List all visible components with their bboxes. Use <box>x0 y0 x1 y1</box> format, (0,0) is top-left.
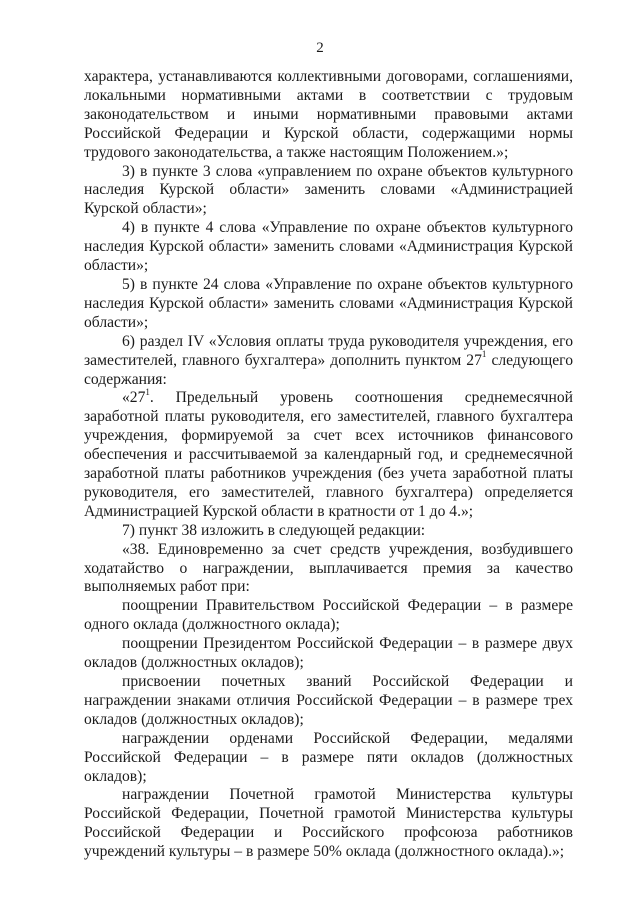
paragraph-continuation: характера, устанавливаются коллективными договорами, соглашениями, локальными нормативными актами в соответствии с трудовым законодательством и иными нормативными правовыми актами Российской Федерации и Курской области, содержащими нормы трудового законодательства, а также настоящим Положением.»; <box>84 68 573 161</box>
paragraph-item-4: 4) в пункте 4 слова «Управление по охране объектов культурного наследия Курской области» заменить словами «Администрация Курской области»; <box>84 219 573 275</box>
paragraph-point-27-1 <box>84 389 573 521</box>
paragraph-text: 6) раздел IV «Условия оплаты труда руководителя учреждения, его заместителей, главного бухгалтера» дополнить пунктом 27 <box>84 332 573 369</box>
superscript: 1 <box>481 349 487 360</box>
document-body <box>84 68 573 862</box>
paragraph-item-3: 3) в пункте 3 слова «управлением по охране объектов культурного наследия Курской области» заменить словами «Администрацией Курской области»; <box>84 162 573 218</box>
paragraph-point-38: «38. Единовременно за счет средств учреждения, возбудившего ходатайство о награждении, выплачивается премия за качество выполняемых работ при: <box>84 540 573 596</box>
paragraph-text: . Предельный уровень соотношения среднемесячной заработной платы руководителя, его заместителей, главного бухгалтера учреждения, формируемой за счет всех источников финансового обеспечения и рассчитываемой за календарный год, и среднемесячной заработной платы работников учреждения (без учета заработной платы руководителя, его заместителей, главного бухгалтера) определяется Администрацией Курской области в кратности от 1 до 4.»; <box>84 389 573 520</box>
page-number: 2 <box>316 40 324 56</box>
paragraph-text: «27 <box>122 389 146 407</box>
paragraph-award-titles: присвоении почетных званий Российской Федерации и награждении знаками отличия Российской Федерации – в размере трех окладов (должностных окладов); <box>84 673 573 728</box>
paragraph-award-orders: награждении орденами Российской Федерации, медалями Российской Федерации – в размере пяти окладов (должностных окладов); <box>84 729 573 785</box>
paragraph-item-7: 7) пункт 38 изложить в следующей редакции: <box>122 521 426 539</box>
paragraph-text: следующего содержания: <box>84 351 573 388</box>
paragraph-award-government: поощрении Правительством Российской Федерации – в размере одного оклада (должностного оклада); <box>84 597 573 634</box>
paragraph-item-6 <box>84 333 573 390</box>
paragraph-award-president: поощрении Президентом Российской Федерации – в размере двух окладов (должностных окладов); <box>84 635 573 672</box>
paragraph-item-5: 5) в пункте 24 слова «Управление по охране объектов культурного наследия Курской области» заменить словами «Администрация Курской области»; <box>84 275 573 331</box>
paragraph-award-certificate: награждении Почетной грамотой Министерства культуры Российской Федерации, Почетной грамотой Министерства культуры Российской Федерации и Российского профсоюза работников учреждений культуры – в размере 50% оклада (должностного оклада).»; <box>84 786 573 861</box>
superscript: 1 <box>145 387 150 398</box>
